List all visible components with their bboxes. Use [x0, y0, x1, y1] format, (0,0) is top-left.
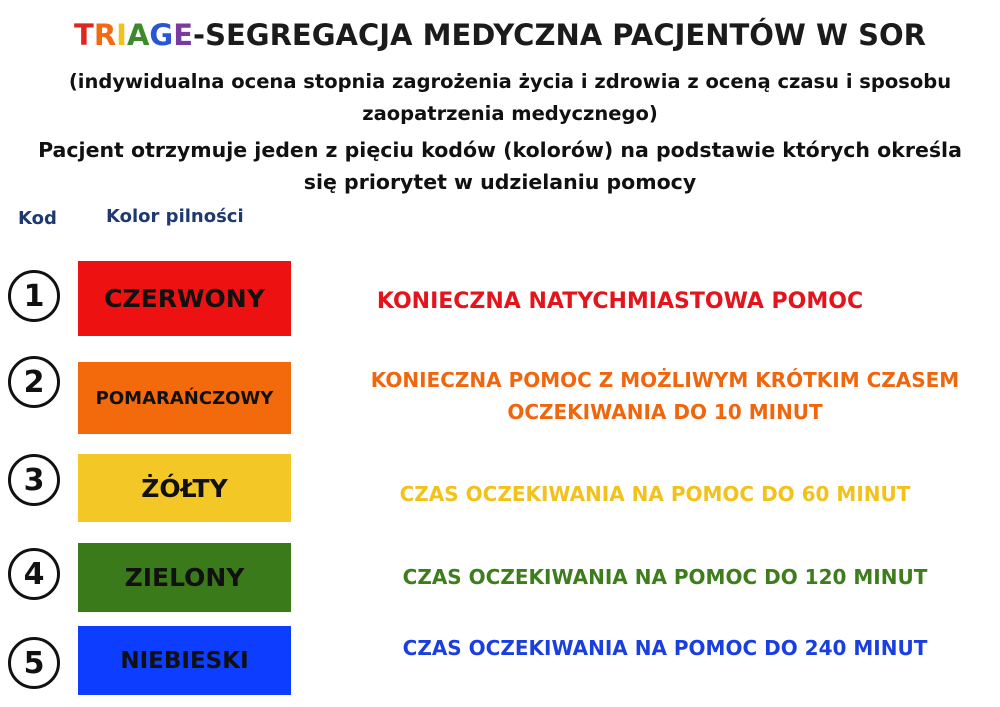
header-kod: Kod: [18, 208, 57, 229]
color-box-zielony: ZIELONY: [78, 543, 291, 612]
page-title: [0, 18, 1000, 52]
title-letter-g: G: [149, 18, 174, 52]
title-letter-i: I: [116, 18, 127, 52]
description-2-line-2: OCZEKIWANIA DO 10 MINUT: [507, 400, 823, 424]
info-text: [0, 134, 1000, 198]
description-1: [340, 286, 900, 318]
code-circle-2: 2: [8, 356, 60, 408]
description-5: [345, 632, 985, 664]
header-kolor: Kolor pilności: [106, 206, 244, 227]
title-rest: -SEGREGACJA MEDYCZNA PACJENTÓW W SOR: [193, 18, 926, 52]
description-4-line-1: CZAS OCZEKIWANIA NA POMOC DO 120 MINUT: [402, 565, 928, 589]
title-letter-r: R: [93, 18, 117, 52]
description-4: [345, 561, 985, 593]
subtitle: [10, 66, 1000, 130]
code-circle-5: 5: [8, 637, 60, 689]
description-5-line-1: CZAS OCZEKIWANIA NA POMOC DO 240 MINUT: [402, 636, 928, 660]
subtitle-line-1: (indywidualna ocena stopnia zagrożenia życia i zdrowia z oceną czasu i sposobu: [68, 70, 952, 93]
subtitle-line-2: zaopatrzenia medycznego): [362, 102, 658, 125]
description-1-line-1: KONIECZNA NATYCHMIASTOWA POMOC: [376, 289, 864, 314]
description-2: [340, 364, 990, 428]
color-box-niebieski: NIEBIESKI: [78, 626, 291, 695]
color-box-czerwony: CZERWONY: [78, 261, 291, 336]
description-2-line-1: KONIECZNA POMOC Z MOŻLIWYM KRÓTKIM CZASEM: [370, 368, 960, 392]
info-line-1: Pacjent otrzymuje jeden z pięciu kodów (kolorów) na podstawie których określa: [38, 138, 962, 162]
description-3: [345, 478, 965, 510]
color-box-zolty: ŻÓŁTY: [78, 454, 291, 522]
title-letter-e: E: [173, 18, 194, 52]
code-circle-1: 1: [8, 270, 60, 322]
color-box-pomaranczowy: POMARAŃCZOWY: [78, 362, 291, 434]
code-circle-4: 4: [8, 548, 60, 600]
title-letter-t: T: [74, 18, 94, 52]
title-letter-a: A: [126, 18, 150, 52]
description-3-line-1: CZAS OCZEKIWANIA NA POMOC DO 60 MINUT: [399, 482, 911, 506]
code-circle-3: 3: [8, 454, 60, 506]
info-line-2: się priorytet w udzielaniu pomocy: [303, 170, 697, 194]
